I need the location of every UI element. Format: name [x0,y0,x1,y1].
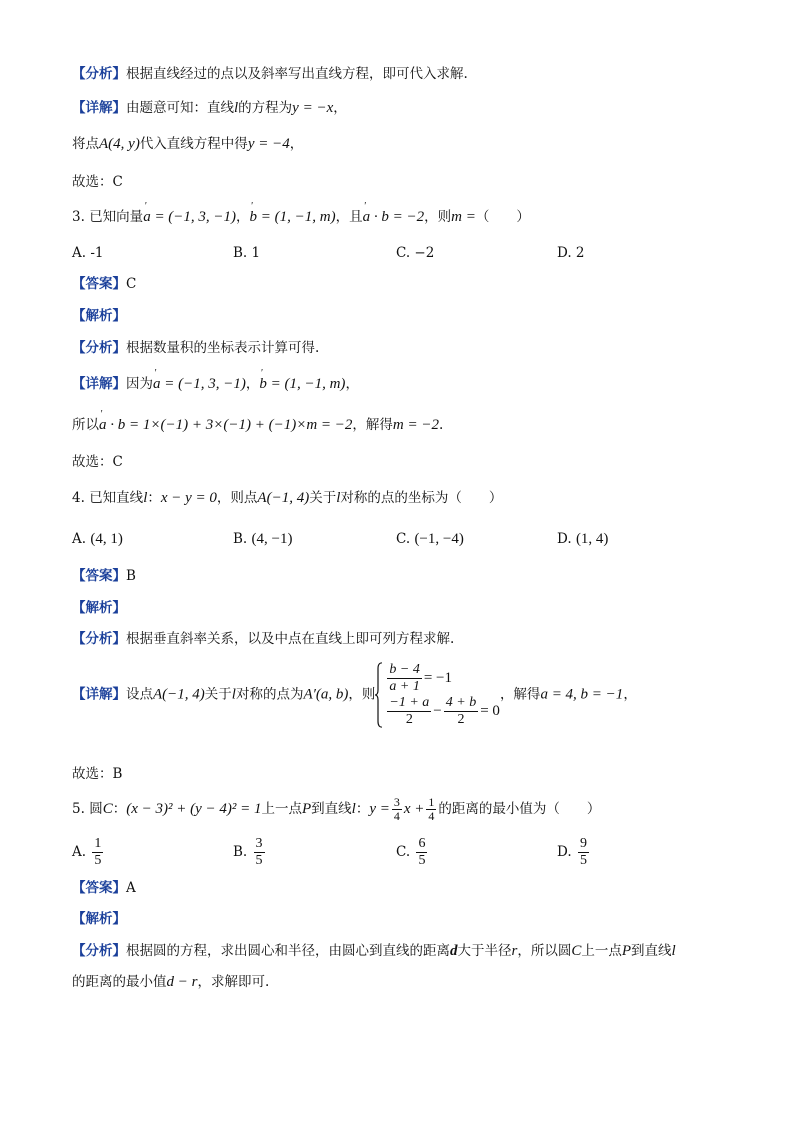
q4-answer: 【答案】B [72,568,136,584]
left-brace-icon [375,662,383,728]
select-line-1: 故选：C [72,174,123,190]
q4-analysis: 【分析】根据垂直斜率关系，以及中点在直线上即可列方程求解. [72,631,455,647]
q3-option-c: C. −2 [396,245,435,261]
q4-option-c: C. (−1, −4) [396,531,464,547]
fraction-1: $\frac{b - 4}{a + 1}$ [389,662,420,694]
question-3: 3. 已知向量' a = (−1, 3, −1)，' b = (1, −1, m)，且' a · b = −2，则m =（ ） [72,207,734,227]
q3-explanation-heading: 【解析】 [72,308,126,324]
equation-system [375,662,500,728]
q3-option-a: A. -1 [72,245,104,261]
q5-explanation-heading: 【解析】 [72,911,126,927]
fraction-option-c: $\frac{6}{5}$ [418,836,426,868]
question-4: 4. 已知直线l：x − y = 0，则点A(−1, 4)关于l对称的点的坐标为（ ） [72,490,503,506]
q3-option-d: D. 2 [557,245,585,261]
equation-row-1: $\frac{b - 4}{a + 1}$ = −1 [389,662,453,694]
q4-select: 故选：B [72,766,123,782]
q3-detail-2: 所以' a · b = 1×(−1) + 3×(−1) + (−1)×m = −2，解得m = −2. [72,415,734,435]
q3-select: 故选：C [72,454,123,470]
fraction-3: $\frac{4 + b}{2}$ [445,695,477,727]
q3-detail-1: 【详解】因为' a = (−1, 3, −1)，' b = (1, −1, m)， [72,374,734,394]
q4-option-a: A. (4, 1) [72,531,123,547]
detail-line-1: 【详解】由题意可知：直线l的方程为y = −x， [72,100,347,116]
question-5: 5. 圆C：(x − 3)² + (y − 4)² = 1上一点P到直线l：y = $\frac{3}{4}$ x + $\frac{1}{4}$ 的距离的最小值为（ ） [72,795,601,823]
fraction-2: $\frac{-1 + a}{2}$ [389,695,430,727]
q5-analysis-1: 【分析】根据圆的方程，求出圆心和半径，由圆心到直线的距离d大于半径r，所以圆C上一点P到直线l [72,943,676,959]
q3-answer: 【答案】C [72,276,137,292]
q5-answer: 【答案】A [72,880,136,896]
equation-row-2: $\frac{-1 + a}{2}$ − $\frac{4 + b}{2}$ = 0 [389,695,500,727]
q3-option-b: B. 1 [233,245,261,261]
fraction-option-b: $\frac{3}{5}$ [255,836,263,868]
q4-option-b: B. (4, −1) [233,531,293,547]
q5-analysis-2: 的距离的最小值d − r，求解即可. [72,974,270,990]
q5-option-b: B. $\frac{3}{5}$ [233,836,263,868]
q3-analysis: 【分析】根据数量积的坐标表示计算可得. [72,340,320,356]
fraction-option-a: $\frac{1}{5}$ [94,836,102,868]
q5-option-c: C. $\frac{6}{5}$ [396,836,426,868]
analysis-line-1: 【分析】根据直线经过的点以及斜率写出直线方程，即可代入求解. [72,66,468,82]
fraction-three-quarters: $\frac{3}{4}$ [393,795,400,823]
q4-detail: 【详解】设点A(−1, 4)关于l对称的点为A′(a, b)，则 $\frac{b - 4}{a + 1}$ = −1 $\frac{-1 + a}{2}$ − $\frac{4 + b}{2}$ = 0 ，解得a = 4, b = −1， [72,662,637,727]
q5-option-a: A. $\frac{1}{5}$ [72,836,102,868]
detail-line-2: 将点A(4, y)代入直线方程中得y = −4， [72,136,304,152]
q4-explanation-heading: 【解析】 [72,600,126,616]
fraction-option-d: $\frac{9}{5}$ [579,836,587,868]
q4-option-d: D. (1, 4) [557,531,609,547]
q5-option-d: D. $\frac{9}{5}$ [557,836,587,868]
fraction-one-quarter: $\frac{1}{4}$ [428,795,435,823]
